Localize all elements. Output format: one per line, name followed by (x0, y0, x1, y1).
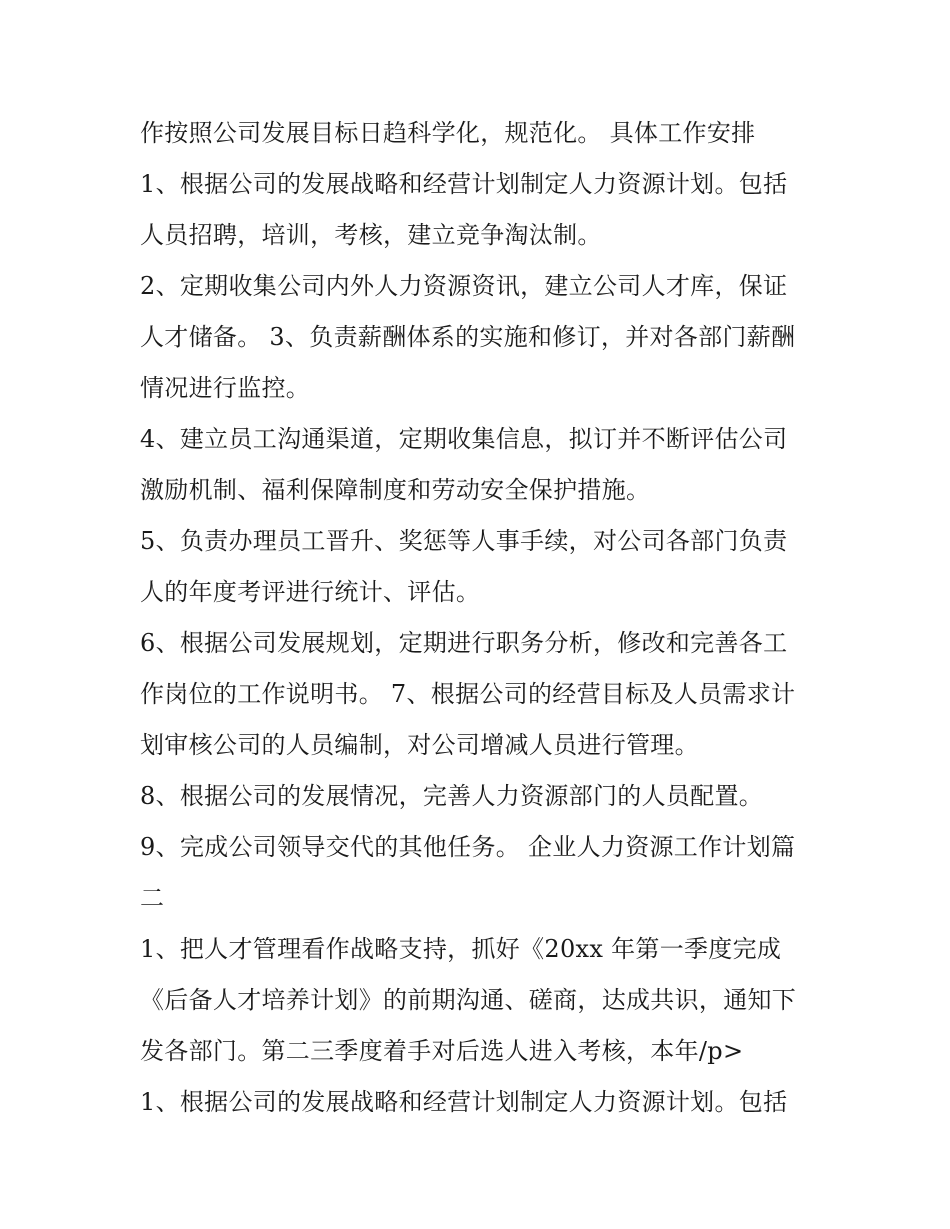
text-line: 情况进行监控。 (140, 374, 311, 402)
text-line: 人的年度考评进行统计、评估。 (140, 578, 481, 606)
text-line: 激励机制、福利保障制度和劳动安全保护措施。 (140, 476, 651, 504)
text-line: 发各部门。第二三季度着手对后选人进入考核，本年/p> (140, 1037, 744, 1065)
text-line: 2、定期收集公司内外人力资源资讯，建立公司人才库，保证 (140, 272, 788, 300)
text-line: 6、根据公司发展规划，定期进行职务分析，修改和完善各工 (140, 629, 788, 657)
text-line: 4、建立员工沟通渠道，定期收集信息，拟订并不断评估公司 (140, 425, 788, 453)
text-line: 9、完成公司领导交代的其他任务。 企业人力资源工作计划篇 (140, 833, 796, 861)
text-line: 作按照公司发展目标日趋科学化，规范化。 具体工作安排 (140, 119, 756, 147)
text-line: 划审核公司的人员编制，对公司增减人员进行管理。 (140, 731, 699, 759)
text-line: 1、把人才管理看作战略支持，抓好《20xx 年第一季度完成 (140, 935, 782, 963)
text-line: 人才储备。 3、负责薪酬体系的实施和修订，并对各部门薪酬 (140, 323, 796, 351)
text-line: 1、根据公司的发展战略和经营计划制定人力资源计划。包括 (140, 170, 788, 198)
text-line: 5、负责办理员工晋升、奖惩等人事手续，对公司各部门负责 (140, 527, 788, 555)
document-body (140, 108, 820, 1128)
text-line: 1、根据公司的发展战略和经营计划制定人力资源计划。包括 (140, 1088, 788, 1116)
text-line: 二 (140, 884, 165, 912)
text-line: 《后备人才培养计划》的前期沟通、磋商，达成共识，通知下 (140, 986, 797, 1014)
text-line: 作岗位的工作说明书。 7、根据公司的经营目标及人员需求计 (140, 680, 796, 708)
text-line: 8、根据公司的发展情况，完善人力资源部门的人员配置。 (140, 782, 764, 810)
text-line: 人员招聘，培训，考核，建立竞争淘汰制。 (140, 221, 602, 249)
